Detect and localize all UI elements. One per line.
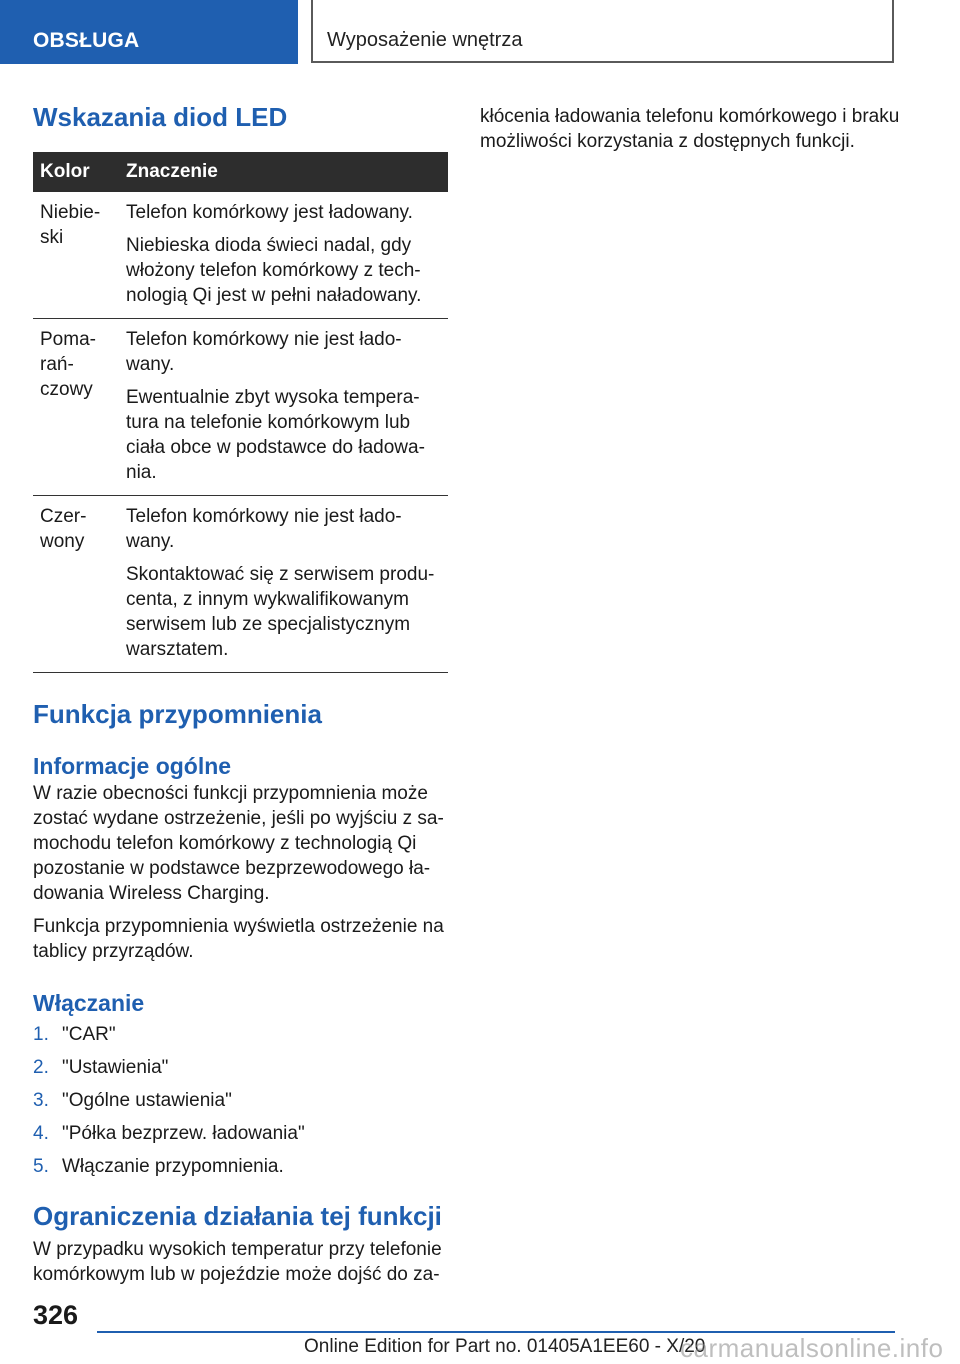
led-meaning-line: Telefon komórkowy nie jest łado-wany.: [126, 329, 402, 375]
page-number: 326: [33, 1300, 79, 1330]
general-info-paragraph: W razie obecności funkcji przypomnienia może zostać wydane ostrzeżenie, jeśli po wyjściu z sa-mochodu telefon komórkowy z technologią Qi pozostanie w podstawce bezprzewodowego ła-dowania Wireless Charging.: [33, 783, 444, 904]
led-section-title: Wskazania diod LED: [33, 102, 288, 132]
left-column: [33, 100, 448, 1287]
enable-steps-list: [33, 1022, 448, 1179]
footer-edition: Online Edition for Part no. 01405A1EE60 - X/20: [304, 1336, 706, 1357]
step-text: "CAR": [62, 1024, 116, 1045]
led-table-header-meaning: Znaczenie: [119, 152, 448, 192]
led-meaning-cell: [119, 192, 448, 319]
led-table-header-row: [33, 152, 448, 192]
step-number: 4.: [33, 1123, 49, 1144]
step-text: Włączanie przypomnienia.: [62, 1156, 284, 1177]
step-number: 2.: [33, 1057, 49, 1078]
limits-continuation: kłócenia ładowania telefonu komórkowego i braku możliwości korzystania z dostępnych funkcji.: [480, 106, 900, 152]
limits-section-title: Ograniczenia działania tej funkcji: [33, 1201, 442, 1231]
table-row: [33, 192, 448, 319]
led-color-cell: Czer- wony: [33, 496, 119, 673]
led-table: [33, 152, 448, 673]
list-item: [33, 1088, 448, 1113]
general-info-paragraph: Funkcja przypomnienia wyświetla ostrzeżenie na tablicy przyrządów.: [33, 916, 444, 962]
header-tab: [0, 0, 298, 64]
header-tab-label: OBSŁUGA: [33, 29, 140, 52]
step-number: 3.: [33, 1090, 49, 1111]
list-item: [33, 1154, 448, 1179]
step-number: 1.: [33, 1024, 49, 1045]
list-item: [33, 1055, 448, 1080]
led-table-header-color: Kolor: [33, 152, 119, 192]
right-column: [480, 104, 900, 154]
step-number: 5.: [33, 1156, 49, 1177]
step-text: "Ogólne ustawienia": [62, 1090, 232, 1111]
led-meaning-line: Telefon komórkowy nie jest łado-wany.: [126, 506, 402, 552]
reminder-section-title: Funkcja przypomnienia: [33, 699, 322, 729]
limits-paragraph: W przypadku wysokich temperatur przy telefonie komórkowym lub w pojeździe może dojść do za-: [33, 1239, 442, 1285]
led-color-cell: Niebie- ski: [33, 192, 119, 319]
step-text: "Ustawienia": [62, 1057, 169, 1078]
table-row: [33, 496, 448, 673]
watermark: carmanualsonline.info: [680, 1333, 944, 1363]
led-meaning-line: Ewentualnie zbyt wysoka tempera-tura na telefonie komórkowym lub ciała obce w podstawce do ładowa-nia.: [126, 387, 425, 483]
table-row: [33, 319, 448, 496]
header-section-box: [311, 0, 894, 63]
led-meaning-line: Skontaktować się z serwisem produ-centa, z innym wykwalifikowanym serwisem lub ze specjalistycznym warsztatem.: [126, 564, 435, 660]
general-info-title: Informacje ogólne: [33, 753, 232, 779]
list-item: [33, 1022, 448, 1047]
step-text: "Półka bezprzew. ładowania": [62, 1123, 305, 1144]
led-meaning-line: Niebieska dioda świeci nadal, gdy włożony telefon komórkowy z tech-nologią Qi jest w pełni naładowany.: [126, 235, 422, 306]
led-meaning-cell: [119, 319, 448, 496]
led-color-cell: Poma- rań- czowy: [33, 319, 119, 496]
header-section-title: Wyposażenie wnętrza: [327, 29, 523, 51]
list-item: [33, 1121, 448, 1146]
enable-title: Włączanie: [33, 990, 145, 1016]
led-meaning-cell: [119, 496, 448, 673]
led-meaning-line: Telefon komórkowy jest ładowany.: [126, 202, 413, 223]
